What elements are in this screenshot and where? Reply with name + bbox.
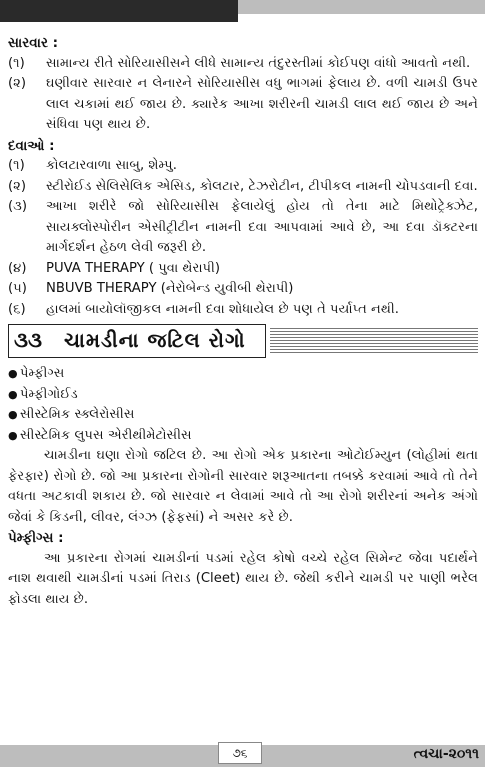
item-number: (૬) [8,301,26,317]
bullet-icon: ● [8,387,18,401]
list-item [8,426,478,447]
item-number: (૫) [8,281,27,296]
treatment-item [8,74,478,136]
page-footer [0,740,485,767]
medicine-item [8,177,478,198]
list-item-text: પેમ્ફીગોઈડ [20,386,78,402]
list-item-text: સીસ્ટેમિક લુપસ એરીથીમેટોસીસ [20,427,192,443]
medicine-item [8,279,478,300]
item-text: સ્ટીરોઈડ સેલિસેલિક એસિડ, કોલટાર, ટેઝરોટીન, ટીપીકલ નામની ચોપડવાની દવા. [46,178,478,194]
item-text: NBUVB THERAPY (નેરોબેન્ડ યુવીબી થેરાપી) [46,281,294,296]
medicine-item [8,300,478,321]
bullet-icon: ● [8,408,18,421]
item-number: (૧) [8,55,25,71]
top-dark-band [0,0,238,22]
item-text: આખા શરીરે જો સોરિયાસીસ ફેલાયેલું હોય તો તેના માટે મિથોટ્રેક્ઝેટ, સાયક્લોસ્પોરીન એસીટ્રીટીન નામની દવા આપવામાં આવે છે, આ દવા ડૉક્ટરના માર્ગદર્શન હેઠળ લેવી જરૂરી છે. [46,199,478,255]
section-number: ૩૩ [14,328,42,352]
footer-brand: ત્વચા-૨૦૧૧ [413,746,479,762]
section-hatch-decoration [270,328,478,354]
item-text: સામાન્ય રીતે સોરિયાસીસને લીધે સામાન્ય તંદુરસ્તીમાં કોઈપણ વાંધો આવતો નથી. [46,55,471,71]
medicine-item [8,259,478,280]
top-gray-band [238,0,485,14]
medicine-item [8,156,478,177]
intro-paragraph: ચામડીના ઘણા રોગો જટિલ છે. આ રોગો એક પ્રકારના ઓટોઈમ્યુન (લોહીમાં થતા ફેરફાર) રોગો છે. જો આ પ્રકારના રોગોની સારવાર શરૂઆતના તબક્કે કરવામાં આવે તો તેને વધતા અટકાવી શકાય છે. જો સારવાર ન લેવામાં આવે તો આ રોગો શરીરનાં અનેક અંગો જેવાં કે કિડની, લીવર, લંગ્ઝ (ફેફસાં) ને અસર કરે છે. [8,448,478,525]
medicine-item [8,197,478,259]
pemphigus-paragraph: આ પ્રકારના રોગમાં ચામડીનાં પડમાં રહેલ કોષો વચ્ચે રહેલ સિમેન્ટ જેવા પદાર્થને નાશ થવાથી ચામડીનાં પડમાં તિરાડ (Cleet) થાય છે. જેથી કરીને ચામડી પર પાણી ભરેલ ફોડલા થાય છે. [8,550,478,607]
item-text: PUVA THERAPY ( પુવા થેરાપી) [46,260,221,276]
bullet-icon: ● [8,367,18,380]
list-item-text: સીસ્ટેમિક સ્ક્લેરોસીસ [20,407,135,422]
list-item-text: પેમ્ફીગ્સ [20,366,65,381]
section-title: ચામડીના જટિલ રોગો [64,328,246,352]
item-number: (૧) [8,158,25,173]
list-item [8,385,478,406]
top-decor-bar [0,0,485,22]
page-content [8,33,478,610]
pemphigus-heading: પેમ્ફીગ્સ : [8,530,64,546]
treatment-item [8,54,478,75]
medicines-heading: દવાઓ : [8,137,55,154]
treatment-heading: સારવાર : [8,35,59,51]
section-header [8,324,478,358]
item-text: કોલટારવાળા સાબુ, શેમ્પુ. [46,158,177,173]
item-text: ઘણીવાર સારવાર ન લેનારને સોરિયાસીસ વધુ ભાગમાં ફેલાય છે. વળી ચામડી ઉપર લાલ ચકામાં થઈ જાય છે. ક્યારેક આખા શરીરની ચામડી લાલ થઈ જાય છે અને સંધિવા પણ થાય છે. [46,76,478,132]
bullet-icon: ● [8,428,18,442]
list-item [8,364,478,385]
item-number: (૪) [8,260,27,276]
item-text: હાલમાં બાયોલૉજીકલ નામની દવા શોધાયેલ છે પણ તે પર્યાપ્ત નથી. [46,301,399,317]
item-number: (૩) [8,199,28,214]
item-number: (૨) [8,76,27,91]
page-number: ૭૬ [218,742,262,764]
list-item [8,405,478,426]
item-number: (૨) [8,178,27,194]
